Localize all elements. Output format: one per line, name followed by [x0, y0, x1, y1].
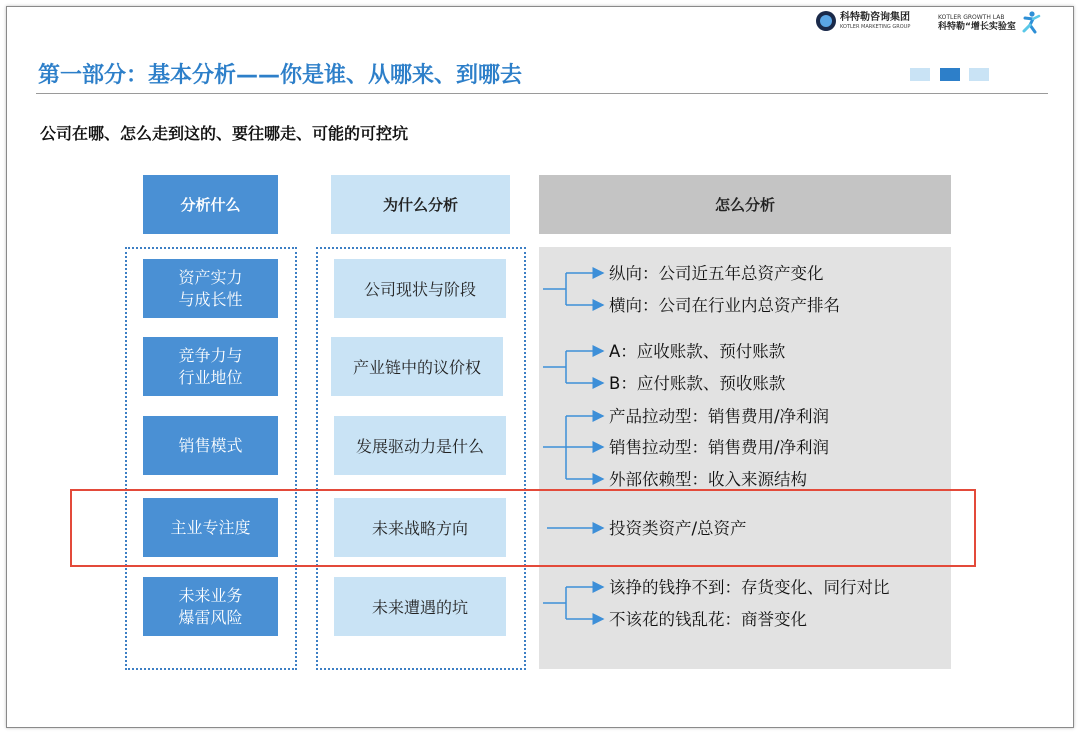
why-box-bargaining: 产业链中的议价权: [331, 337, 503, 396]
why-box-driver: 发展驱动力是什么: [334, 416, 506, 475]
header-what: 分析什么: [143, 175, 278, 234]
how-item: 横向：公司在行业内总资产排名: [609, 296, 840, 315]
why-box-strategy: 未来战略方向: [334, 498, 506, 557]
highlight-rectangle: [70, 489, 976, 567]
why-box-pitfalls: 未来遭遇的坑: [334, 577, 506, 636]
how-item: 外部依赖型：收入来源结构: [609, 470, 807, 489]
what-label-line: 行业地位: [178, 367, 243, 387]
logo2-english-name: KOTLER GROWTH LAB: [938, 13, 1005, 21]
how-item: B：应付账款、预收账款: [609, 374, 786, 393]
how-item: 销售拉动型：销售费用/净利润: [609, 438, 830, 457]
logo1-chinese-name: 科特勒咨询集团: [840, 11, 910, 23]
what-label-line: 与成长性: [178, 289, 243, 309]
how-item: A：应收账款、预付账款: [609, 342, 786, 361]
header-why: 为什么分析: [331, 175, 510, 234]
logo1-english-name: KOTLER MARKETING GROUP: [840, 23, 911, 30]
page-title: 第一部分：基本分析——你是谁、从哪来、到哪去: [38, 63, 523, 88]
header-how: 怎么分析: [539, 175, 951, 234]
what-label-line: 资产实力: [178, 267, 243, 287]
logo2-chinese-name: 科特勒“增长实验室: [938, 21, 1016, 32]
what-label-line: 销售模式: [178, 435, 243, 455]
how-item: 该挣的钱挣不到：存货变化、同行对比: [609, 578, 890, 597]
how-item: 不该花的钱乱花：商誉变化: [609, 610, 807, 629]
what-label-line: 未来业务: [178, 585, 243, 605]
what-label-line: 爆雷风险: [178, 607, 243, 627]
why-box-status: 公司现状与阶段: [334, 259, 506, 318]
subtitle: 公司在哪、怎么走到这的、要往哪走、可能的可控坑: [40, 124, 409, 143]
how-item: 产品拉动型：销售费用/净利润: [609, 407, 830, 426]
how-item: 投资类资产/总资产: [609, 519, 747, 538]
what-label-line: 主业专注度: [170, 517, 251, 537]
how-item: 纵向：公司近五年总资产变化: [609, 264, 824, 283]
what-label-line: 竞争力与: [178, 345, 243, 365]
